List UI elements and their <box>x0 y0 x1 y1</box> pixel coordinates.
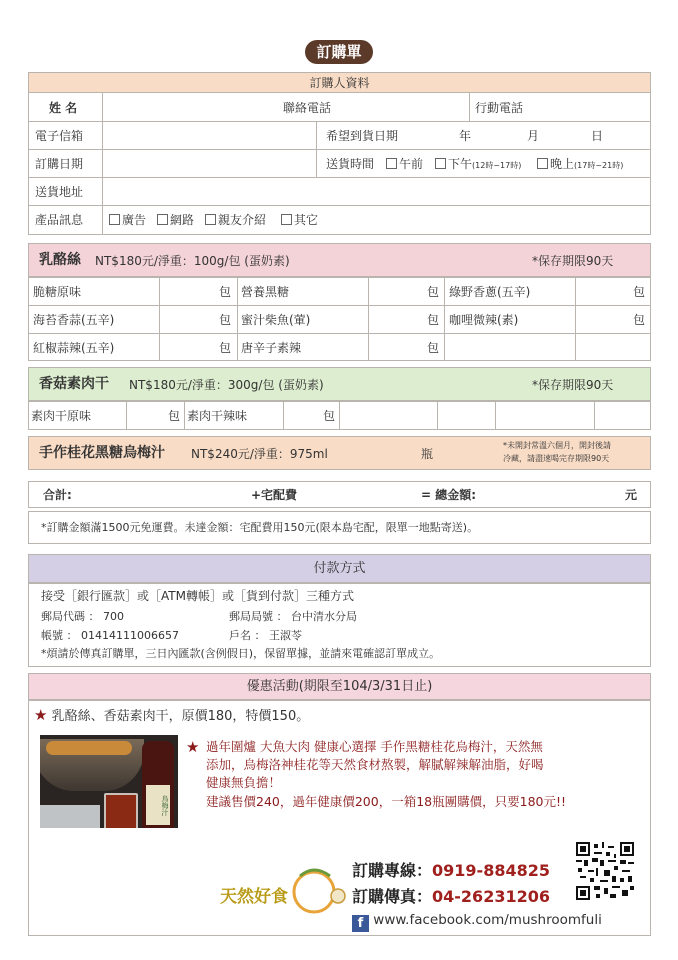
address-label: 送貨地址 <box>35 185 84 199</box>
facebook-row[interactable] <box>352 913 602 932</box>
checkbox-icon <box>537 158 548 169</box>
qty-unit[interactable]: 包 <box>219 285 232 299</box>
promo-text-1: 乳酪絲、香菇素肉干，原價180，特價150。 <box>51 709 310 724</box>
promo-line-1 <box>34 708 309 724</box>
shipping-note: *訂購金額滿1500元免運費。未達金額：宅配費用150元(限本島宅配，限單一地點寄送)。 <box>41 521 479 534</box>
time-afternoon-hours: (12時~17時) <box>472 161 522 170</box>
order-date-label: 訂購日期 <box>35 157 84 171</box>
hotpot-food <box>46 741 132 755</box>
product-item: 脆糖原味 <box>33 285 82 299</box>
post-code: 郵局代碼 ： 700 <box>41 610 124 623</box>
checkbox-icon <box>157 214 168 225</box>
checkbox-icon <box>205 214 216 225</box>
post-office: 郵局局號 ： 台中清水分局 <box>229 610 357 623</box>
fax-number[interactable]: 04-26231206 <box>432 887 550 906</box>
name-field[interactable] <box>103 94 283 120</box>
checkbox-icon <box>386 158 397 169</box>
delivery-date-label: 希望到貨日期 <box>326 129 399 143</box>
source-option-friend[interactable] <box>205 213 266 227</box>
buyer-info-header <box>29 73 650 93</box>
totals-row <box>28 481 651 508</box>
checkbox-icon <box>109 214 120 225</box>
payment-note: *煩請於傳真訂購單，三日內匯款(含例假日)，保留單據，並請來電確認訂單成立。 <box>41 647 441 660</box>
facebook-icon: f <box>352 915 369 932</box>
hotline-number[interactable]: 0919-884825 <box>432 861 550 880</box>
qty-unit[interactable]: 包 <box>427 285 440 299</box>
product-item: 海苔香蒜(五辛) <box>33 313 115 327</box>
payment-title: 付款方式 <box>313 561 366 576</box>
time-option-evening[interactable] <box>537 157 623 173</box>
product-spec: NT$180元/淨重：300g/包 (蛋奶素) <box>129 378 324 392</box>
product-item: 綠野香蔥(五辛) <box>449 285 531 299</box>
buyer-info-title: 訂購人資料 <box>309 76 370 90</box>
promo-text-a: 過年圍爐 大魚大肉 健康心選擇 手作黑糖桂花烏梅汁，天然無 <box>206 739 543 754</box>
product-name: 香菇素肉干 <box>39 376 109 392</box>
qty-unit[interactable]: 包 <box>633 285 646 299</box>
product-header-jerky <box>28 367 651 401</box>
email-field[interactable] <box>103 122 315 148</box>
qr-code-icon[interactable] <box>576 842 634 900</box>
source-label: 產品訊息 <box>35 213 84 227</box>
promo-text-b: 添加，烏梅洛神桂花等天然食材熬製，解膩解辣解油脂，好喝 <box>206 757 544 772</box>
product-spec: NT$180元/淨重：100g/包 (蛋奶素) <box>95 254 290 268</box>
delivery-time-label: 送貨時間 <box>326 157 375 171</box>
storage-note-2: 冷藏，請盡速喝完存期限90天 <box>503 454 610 463</box>
fax-row <box>352 887 550 906</box>
product-header-plum-juice <box>28 436 651 470</box>
currency-label: 元 <box>625 488 638 502</box>
qty-unit[interactable]: 包 <box>323 409 336 423</box>
buyer-info-table <box>28 72 651 235</box>
qty-unit[interactable]: 包 <box>427 313 440 327</box>
promo-header <box>28 673 651 700</box>
subtotal-label: 合計: <box>43 488 72 502</box>
star-icon: ★ <box>34 706 48 724</box>
product-item: 營養黑糖 <box>241 285 290 299</box>
time-morning-label: 午前 <box>399 157 424 171</box>
product-shelf-life: *保存期限90天 <box>532 254 614 268</box>
time-afternoon-label: 下午 <box>448 157 473 171</box>
shipping-label: +宅配費 <box>251 488 298 502</box>
payment-header <box>28 554 651 583</box>
product-header-cheese <box>28 243 651 277</box>
promo-title: 優惠活動(期限至104/3/31日止) <box>246 679 433 694</box>
phone-label: 聯絡電話 <box>283 101 332 115</box>
promo-text-c: 健康無負擔！ <box>206 775 282 790</box>
mobile-label: 行動電話 <box>475 101 524 115</box>
qty-unit[interactable]: 包 <box>633 313 646 327</box>
product-spec: NT$240元/淨重：975ml <box>191 447 328 461</box>
month-label: 月 <box>527 129 540 143</box>
qty-unit[interactable]: 包 <box>168 409 181 423</box>
payment-methods: 接受［銀行匯款］或［ATM轉帳］或［貨到付款］三種方式 <box>41 589 354 603</box>
time-evening-label: 晚上 <box>550 157 575 171</box>
promo-star-2: ★ <box>186 738 200 756</box>
product-item: 素肉干辣味 <box>187 409 248 423</box>
account-name: 戶名 ： 王淑苓 <box>229 629 302 642</box>
page-title: 訂購單 <box>305 40 373 64</box>
product-item: 咖哩微辣(素) <box>449 313 519 327</box>
payment-box <box>28 583 651 667</box>
product-name: 乳酪絲 <box>39 252 81 268</box>
storage-note-1: *未開封常溫六個月，開封後請 <box>503 441 611 450</box>
logo-text: 天然好食 <box>220 887 288 907</box>
hotline-row <box>352 861 550 880</box>
qr-code-graphic <box>576 842 634 900</box>
source-web-label: 網路 <box>170 213 195 227</box>
qty-unit[interactable]: 包 <box>219 341 232 355</box>
fax-label: 訂購傳真： <box>352 887 433 906</box>
name-label: 姓 名 <box>49 101 78 115</box>
checkbox-icon <box>435 158 446 169</box>
time-evening-hours: (17時~21時) <box>574 161 624 170</box>
qty-unit[interactable]: 包 <box>219 313 232 327</box>
time-option-afternoon[interactable] <box>435 157 521 173</box>
facebook-url[interactable]: www.facebook.com/mushroomfuli <box>373 912 602 928</box>
product-table-cheese <box>28 277 651 361</box>
source-friend-label: 親友介紹 <box>218 213 267 227</box>
shipping-note-box <box>28 511 651 544</box>
product-item: 紅椒蒜辣(五辛) <box>33 341 115 355</box>
source-option-other[interactable] <box>281 213 318 227</box>
source-option-web[interactable] <box>157 213 194 227</box>
source-option-ad[interactable] <box>109 213 146 227</box>
source-other-label: 其它 <box>294 213 319 227</box>
product-item: 蜜汁柴魚(葷) <box>241 313 311 327</box>
product-item: 素肉干原味 <box>31 409 92 423</box>
product-name: 手作桂花黑糖烏梅汁 <box>39 445 165 461</box>
product-shelf-life: *保存期限90天 <box>532 378 614 392</box>
product-table-jerky <box>28 401 651 430</box>
total-label: = 總金額: <box>421 488 477 502</box>
promo-text-d: 建議售價240，過年健康價200，一箱18瓶團購價，只要180元!! <box>206 794 567 809</box>
year-label: 年 <box>459 129 472 143</box>
address-field[interactable] <box>103 178 649 204</box>
day-label: 日 <box>591 129 604 143</box>
time-option-morning[interactable] <box>386 157 423 171</box>
source-ad-label: 廣告 <box>122 213 147 227</box>
qty-unit[interactable]: 包 <box>427 341 440 355</box>
email-label: 電子信箱 <box>35 129 84 143</box>
product-item: 唐辛子素辣 <box>241 341 302 355</box>
account-number: 帳號 ： 01414111006657 <box>41 629 179 642</box>
hotline-label: 訂購專線： <box>352 861 433 880</box>
checkbox-icon <box>281 214 292 225</box>
qty-unit[interactable]: 瓶 <box>421 447 434 461</box>
bottle-label: 烏梅汁 <box>146 785 170 825</box>
